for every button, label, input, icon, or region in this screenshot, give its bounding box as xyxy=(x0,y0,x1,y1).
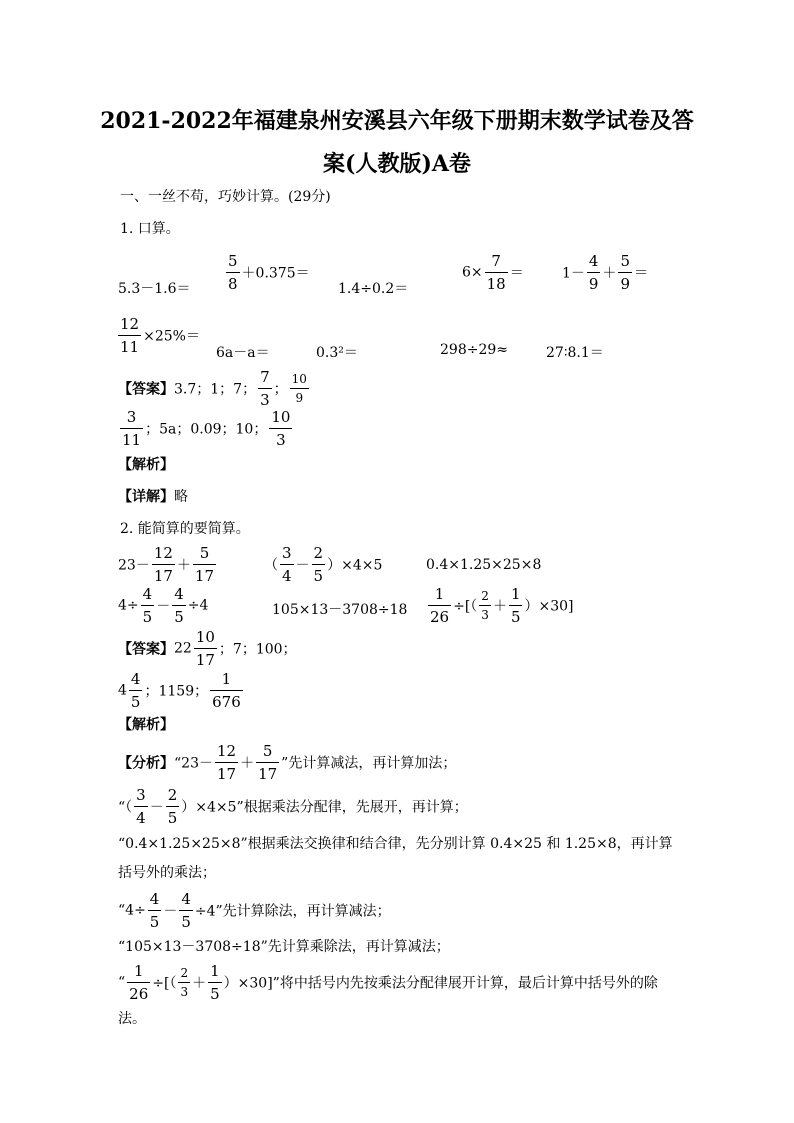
fraction: $\frac{1}{26}$ xyxy=(129,962,149,1003)
fraction: $\frac{2}{3}$ xyxy=(481,589,489,622)
q2-item-f: $\frac{1}{26}$ ÷[（ $\frac{2}{3}$ ＋ $\frac{1}{5}$ ）×30] xyxy=(430,585,574,626)
q1-item-g: 6a－a＝ xyxy=(216,345,270,361)
fraction: $\frac{1}{5}$ xyxy=(510,585,521,626)
fraction: $\frac{3}{4}$ xyxy=(282,544,292,585)
fraction: $\frac{2}{5}$ xyxy=(313,544,324,585)
fraction: $\frac{4}{5}$ xyxy=(181,890,191,931)
page-title-line1: 2021-2022年福建泉州安溪县六年级下册期末数学试卷及答 xyxy=(100,108,694,134)
analysis-line-6: “ $\frac{1}{26}$ ÷[（ $\frac{2}{3}$ ＋ $\frac{1}{5}$ ）×30]”将中括号内先按乘法分配律展开计算，最后计算中括号外的除 xyxy=(118,962,658,1003)
q1-item-c: 1.4÷0.2＝ xyxy=(338,281,409,297)
fraction: $\frac{1}{676}$ xyxy=(212,670,241,711)
q2-item-a: 23－ $\frac{12}{17}$ ＋ $\frac{5}{17}$ xyxy=(118,544,215,585)
answer-2-line2: 4 $\frac{4}{5}$ ；1159； $\frac{1}{676}$ xyxy=(118,670,241,711)
fraction: $\frac{5}{17}$ xyxy=(194,544,215,585)
fraction: $\frac{12}{17}$ xyxy=(153,544,173,585)
fraction: $\frac{4}{5}$ xyxy=(142,585,153,626)
fraction: $\frac{10}{9}$ xyxy=(291,372,307,405)
analysis-label: 【解析】 xyxy=(118,457,174,473)
q1-item-f: $\frac{12}{11}$ ×25%＝ xyxy=(120,315,200,356)
analysis-line-3a: “0.4×1.25×25×8”根据乘法交换律和结合律，先分别计算 0.4×25 和 1.25×8，再计算 xyxy=(118,836,673,852)
q2-item-d: 4÷ $\frac{4}{5}$ － $\frac{4}{5}$ ÷4 xyxy=(118,585,209,626)
q1-item-h: 0.3²＝ xyxy=(316,345,358,361)
fraction: $\frac{7}{18}$ xyxy=(486,252,506,293)
fraction: $\frac{4}{5}$ xyxy=(174,585,184,626)
fraction: $\frac{2}{5}$ xyxy=(167,786,178,827)
q1-item-b: $\frac{5}{8}$ ＋0.375＝ xyxy=(228,252,310,293)
analysis-line-4: “4÷ $\frac{4}{5}$ － $\frac{4}{5}$ ÷4”先计算除法，再计算减法； xyxy=(118,890,391,931)
fraction: $\frac{12}{17}$ xyxy=(216,742,237,783)
q1-item-j: 27∶8.1＝ xyxy=(546,345,604,361)
detail-line: 【详解】略 xyxy=(118,489,188,505)
answer-1-line1: 【答案】3.7；1；7； $\frac{7}{3}$ ； $\frac{10}{9}$ xyxy=(118,368,307,409)
fraction: $\frac{1}{26}$ xyxy=(430,585,450,626)
fraction: $\frac{3}{11}$ xyxy=(122,408,142,449)
answer-2-line1: 【答案】22 $\frac{10}{17}$ ；7；100； xyxy=(118,628,297,669)
q1-item-e: 1－ $\frac{4}{9}$ ＋ $\frac{5}{9}$ ＝ xyxy=(562,252,649,293)
q2-item-c: 0.4×1.25×25×8 xyxy=(426,557,542,573)
analysis-line-7: 法。 xyxy=(118,1011,146,1027)
analysis-line-1: 【分析】“23－ $\frac{12}{17}$ ＋ $\frac{5}{17}$ ”先计算减法，再计算加法； xyxy=(118,742,457,783)
analysis-line-3b: 括号外的乘法； xyxy=(118,865,216,881)
page-title-line2: 案(人教版)A卷 xyxy=(323,151,471,177)
fraction: $\frac{1}{5}$ xyxy=(210,962,220,1003)
fraction: $\frac{5}{8}$ xyxy=(228,252,238,293)
fraction: $\frac{2}{3}$ xyxy=(180,966,189,999)
q1-item-d: 6× $\frac{7}{18}$ ＝ xyxy=(462,252,524,293)
analysis-2-label: 【解析】 xyxy=(118,717,174,733)
q1-item-i: 298÷29≈ xyxy=(440,342,508,358)
q1-item-a: 5.3－1.6＝ xyxy=(118,281,191,297)
fraction: $\frac{4}{5}$ xyxy=(130,670,141,711)
fraction: $\frac{4}{9}$ xyxy=(588,252,599,293)
fraction: $\frac{4}{5}$ xyxy=(149,890,160,931)
analysis-line-2: “（ $\frac{3}{4}$ － $\frac{2}{5}$ ）×4×5”根据乘法分配律，先展开，再计算； xyxy=(118,786,468,827)
fraction: $\frac{10}{17}$ xyxy=(195,628,215,669)
q2-item-e: 105×13－3708÷18 xyxy=(272,602,408,618)
fraction: $\frac{3}{4}$ xyxy=(136,786,146,827)
question-1-label: 1. 口算。 xyxy=(120,221,180,237)
section-heading: 一、一丝不苟，巧妙计算。(29分) xyxy=(120,189,331,205)
answer-1-line2: $\frac{3}{11}$ ；5a；0.09；10； $\frac{10}{3}$ xyxy=(122,408,291,449)
fraction: $\frac{5}{9}$ xyxy=(620,252,631,293)
question-2-label: 2. 能简算的要简算。 xyxy=(120,521,250,537)
fraction: $\frac{10}{3}$ xyxy=(271,408,291,449)
fraction: $\frac{7}{3}$ xyxy=(260,368,270,409)
analysis-line-5: “105×13－3708÷18”先计算乘除法，再计算减法； xyxy=(118,939,450,955)
fraction: $\frac{12}{11}$ xyxy=(120,315,140,356)
fraction: $\frac{5}{17}$ xyxy=(258,742,278,783)
q2-item-b: （ $\frac{3}{4}$ － $\frac{2}{5}$ ）×4×5 xyxy=(264,544,383,585)
